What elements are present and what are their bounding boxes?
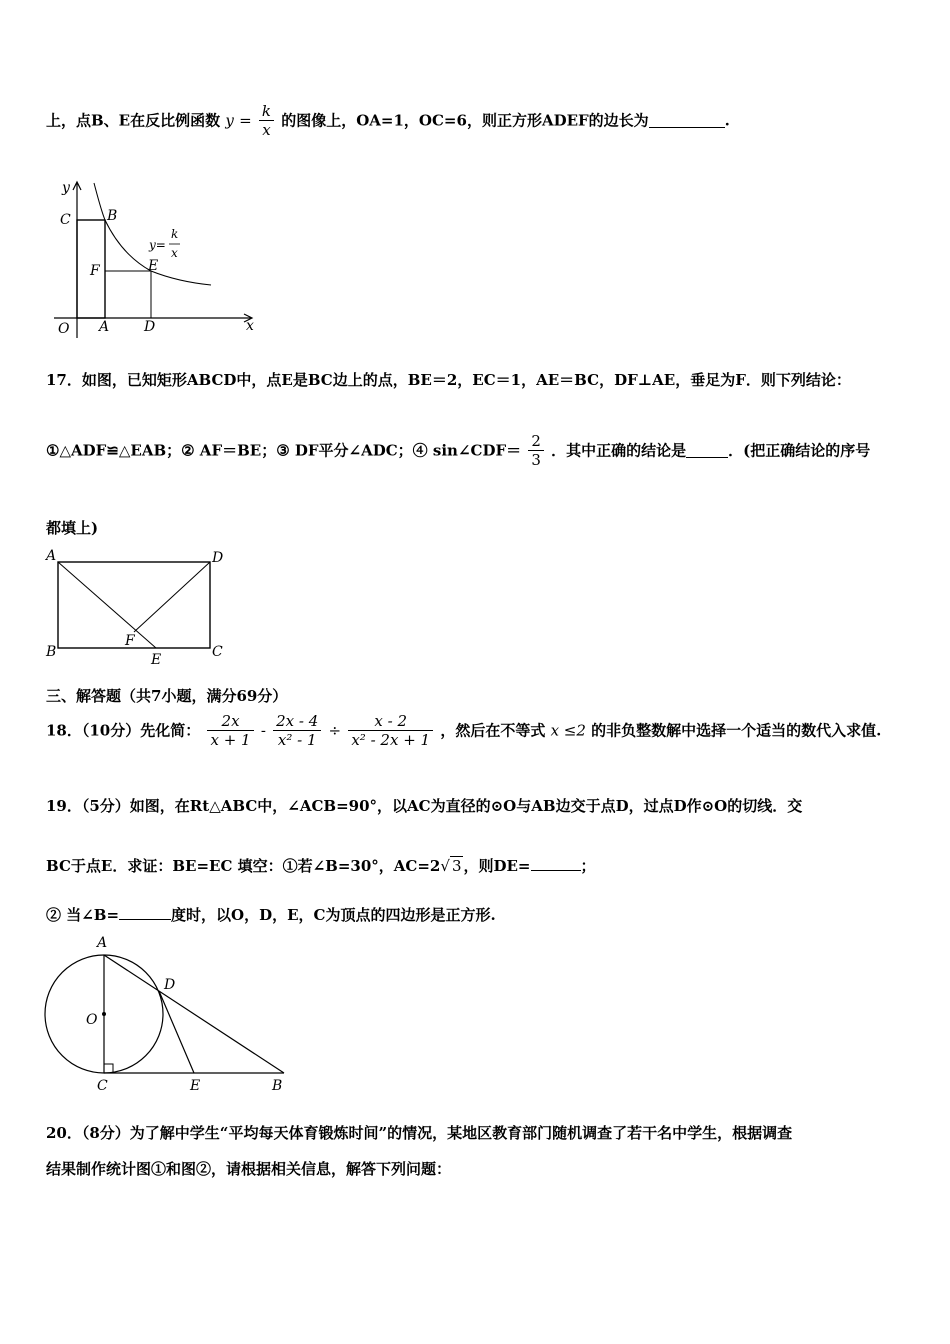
q19-line3 bbox=[46, 905, 496, 925]
q19-line3-a: ② 当∠B= bbox=[46, 906, 120, 924]
q19-line3-b: 度时，以O，D，E，C为顶点的四边形是正方形. bbox=[171, 906, 496, 924]
fig19-segment-DE bbox=[159, 991, 194, 1073]
q19-line2-b: ，则DE= bbox=[463, 857, 531, 875]
q20-line1: 20．（8分）为了解中学生“平均每天体育锻炼时间”的情况，某地区教育部门随机调查了若干名中学生，根据调查 bbox=[46, 1124, 793, 1142]
q16-end: . bbox=[724, 111, 730, 130]
q16-func-eq: = bbox=[239, 111, 252, 130]
q17-line2-a: ①△ADF≌△EAB；② AF＝BE；③ DF平分∠ADC；④ sin∠CDF＝ bbox=[46, 441, 522, 460]
fig17-label-F: F bbox=[125, 633, 135, 649]
section3-title: 三、解答题（共7小题，满分69分） bbox=[46, 687, 288, 705]
q16-answer-blank[interactable] bbox=[649, 113, 725, 128]
q19-sqrt: √ 3 bbox=[440, 857, 462, 875]
fig16-label-C: C bbox=[60, 212, 71, 228]
q17-line2-b: ．其中正确的结论是 bbox=[551, 441, 687, 460]
q18-fraction-3 bbox=[348, 712, 433, 749]
fig16-label-E: E bbox=[148, 258, 159, 274]
q18-f3-num: x - 2 bbox=[348, 712, 433, 731]
q16-func-den: x bbox=[262, 121, 271, 139]
q19-sqrt-radicand: 3 bbox=[451, 857, 462, 875]
q18-fraction-1 bbox=[207, 712, 253, 749]
q19-line1: 19．（5分）如图，在Rt△ABC中，∠ACB=90°，以AC为直径的⊙O与AB边交于点D，过点D作⊙O的切线．交 bbox=[46, 797, 803, 815]
fig17-segment-AE bbox=[58, 562, 156, 648]
q18-minus: - bbox=[260, 721, 266, 740]
fig16-label-O: O bbox=[58, 321, 70, 337]
q16-prefix: 上，点B、E在反比例函数 bbox=[46, 111, 221, 130]
q16-func-num: k bbox=[259, 102, 274, 121]
fig19-right-angle-mark bbox=[104, 1064, 113, 1073]
q18-text bbox=[46, 712, 881, 749]
q18-prefix: 18．（10分）先化简： bbox=[46, 721, 201, 740]
q18-f1-den: x + 1 bbox=[210, 731, 251, 749]
fig16-label-D: D bbox=[144, 319, 156, 335]
q18-f3-den: x² - 2x + 1 bbox=[351, 731, 431, 749]
q19-line2-a: BC于点E．求证：BE=EC 填空：①若∠B=30°，AC=2 bbox=[46, 857, 441, 875]
fig17-segment-DF bbox=[134, 562, 210, 632]
q16-suffix: 的图像上，OA=1，OC=6，则正方形ADEF的边长为 bbox=[281, 111, 649, 130]
fig16-label-B: B bbox=[107, 208, 118, 224]
q19-line2 bbox=[46, 856, 596, 876]
fig16-label-y: y bbox=[62, 180, 70, 196]
q17-line2-c: ．(把正确结论的序号 bbox=[728, 441, 871, 460]
figure-16 bbox=[46, 178, 261, 343]
figure-17 bbox=[46, 548, 231, 670]
q18-divide: ÷ bbox=[328, 721, 342, 740]
q18-inequality: x ≤2 bbox=[550, 721, 586, 740]
q19-line2-c: ； bbox=[580, 857, 596, 875]
fig16-label-A: A bbox=[99, 319, 110, 335]
q18-f1-num: 2x bbox=[207, 712, 253, 731]
q17-line2 bbox=[46, 432, 870, 469]
fig16-curve-label-den: x bbox=[171, 246, 178, 260]
fig17-label-B: B bbox=[46, 644, 57, 660]
q17-answer-blank[interactable] bbox=[686, 443, 728, 458]
fig16-square-ADEF bbox=[105, 271, 151, 318]
fig17-label-D: D bbox=[212, 550, 224, 566]
q19-answer-blank-2[interactable] bbox=[119, 905, 171, 920]
fig17-label-A: A bbox=[46, 548, 57, 564]
q18-f2-num: 2x - 4 bbox=[273, 712, 321, 731]
q18-fraction-2 bbox=[273, 712, 321, 749]
fig16-curve-label-num: k bbox=[171, 227, 179, 241]
fig17-label-E: E bbox=[151, 652, 162, 668]
fig19-label-D: D bbox=[164, 977, 176, 993]
q20-line2: 结果制作统计图①和图②，请根据相关信息，解答下列问题： bbox=[46, 1160, 452, 1178]
q16-func-fraction bbox=[259, 102, 274, 139]
fig19-label-A: A bbox=[97, 935, 108, 951]
fig19-label-B: B bbox=[272, 1078, 283, 1094]
fig16-label-x: x bbox=[246, 318, 254, 334]
figure-19 bbox=[40, 932, 295, 1097]
fig16-curve-label: y= bbox=[149, 238, 166, 252]
q18-f2-den: x² - 1 bbox=[277, 731, 317, 749]
fig17-label-C: C bbox=[212, 644, 223, 660]
q17-frac-den: 3 bbox=[531, 451, 541, 469]
q19-answer-blank-1[interactable] bbox=[531, 856, 581, 871]
q16-func-y: y bbox=[225, 111, 234, 130]
fig19-segment-AB bbox=[104, 955, 284, 1073]
fig19-label-E: E bbox=[190, 1078, 201, 1094]
q17-line1: 17．如图，已知矩形ABCD中，点E是BC边上的点，BE＝2，EC＝1，AE＝BC，DF⊥AE，垂足为F．则下列结论： bbox=[46, 371, 851, 389]
fig19-label-C: C bbox=[97, 1078, 108, 1094]
fig19-label-O: O bbox=[86, 1012, 98, 1028]
q17-fraction bbox=[528, 432, 544, 469]
fig19-center-dot bbox=[102, 1012, 106, 1016]
q16-text bbox=[46, 102, 730, 139]
fig16-label-F: F bbox=[90, 263, 100, 279]
q18-middle: ，然后在不等式 bbox=[440, 721, 546, 740]
q17-frac-num: 2 bbox=[528, 432, 544, 451]
q18-suffix: 的非负整数解中选择一个适当的数代入求值. bbox=[591, 721, 882, 740]
q17-line3: 都填上) bbox=[46, 519, 99, 537]
